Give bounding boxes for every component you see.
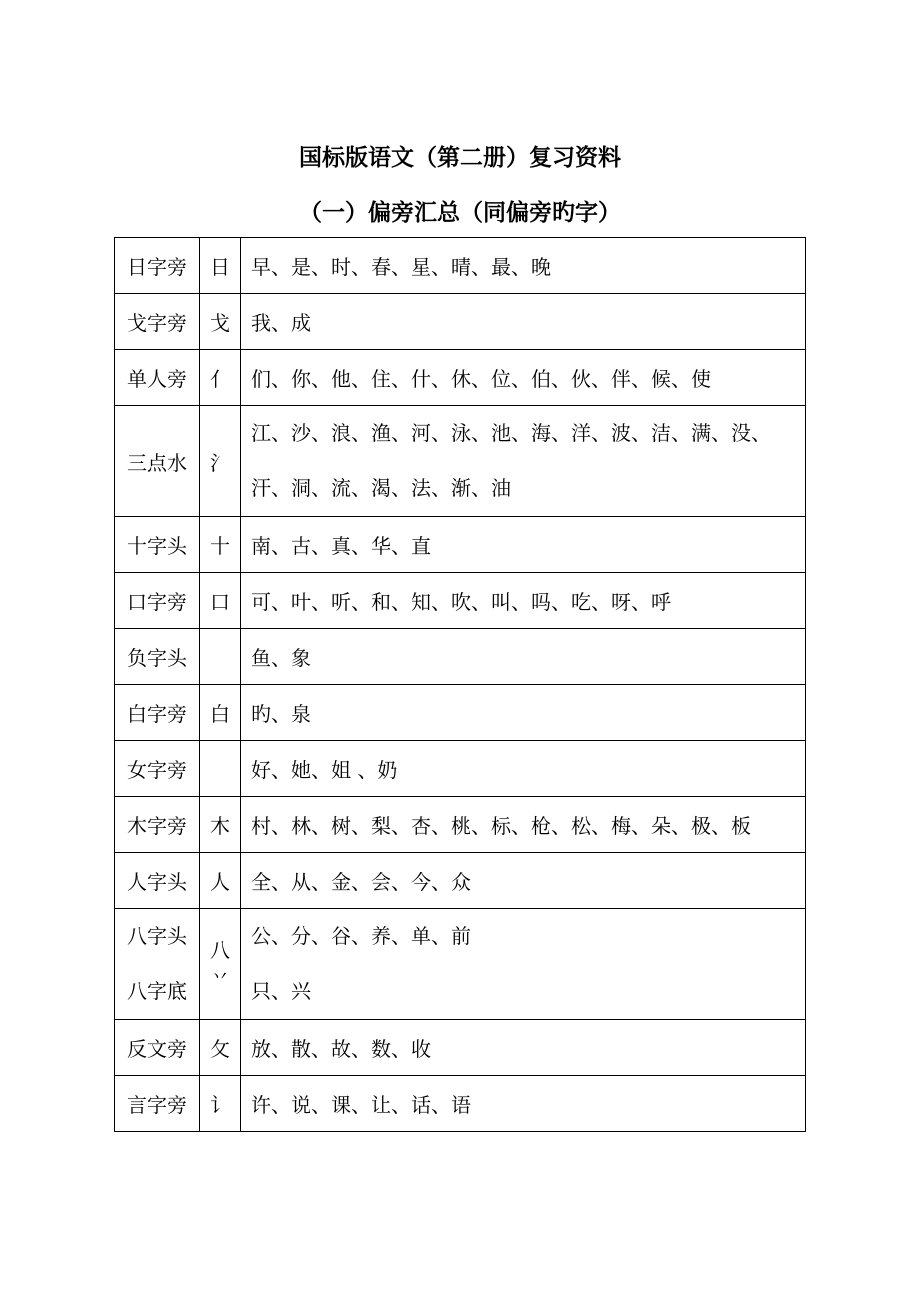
radical-characters: 鱼、象	[241, 629, 806, 685]
radical-name: 白字旁	[115, 685, 200, 741]
radical-name: 负字头	[115, 629, 200, 685]
radical-name: 戈字旁	[115, 294, 200, 350]
radical-glyph: 戈	[200, 294, 241, 350]
radical-characters: 放、散、故、数、收	[241, 1020, 806, 1076]
radical-glyph: 日	[200, 238, 241, 294]
radical-characters: 旳、泉	[241, 685, 806, 741]
radical-name-line: 八字头	[127, 924, 187, 948]
radical-name: 言字旁	[115, 1076, 200, 1132]
table-row	[115, 573, 806, 629]
radical-characters: 们、你、他、住、什、休、位、伯、伙、伴、候、使	[241, 350, 806, 406]
radical-name: 十字头	[115, 517, 200, 573]
radical-name	[115, 909, 200, 1020]
document-title: 国标版语文（第二册）复习资料	[299, 145, 621, 171]
table-row	[115, 350, 806, 406]
radical-name: 三点水	[115, 406, 200, 517]
table-row	[115, 685, 806, 741]
radical-glyph	[200, 909, 241, 1020]
radical-characters: 全、从、金、会、今、众	[241, 853, 806, 909]
radical-glyph: 口	[200, 573, 241, 629]
radical-name: 木字旁	[115, 797, 200, 853]
table-row	[115, 294, 806, 350]
table-row	[115, 797, 806, 853]
radical-name: 反文旁	[115, 1020, 200, 1076]
table-row	[115, 1076, 806, 1132]
radical-table	[114, 237, 806, 1132]
radical-glyph-line: 八	[210, 938, 230, 962]
table-row	[115, 517, 806, 573]
table-row	[115, 1020, 806, 1076]
radical-glyph: 亻	[200, 350, 241, 406]
table-row	[115, 909, 806, 1020]
radical-name: 女字旁	[115, 741, 200, 797]
radical-characters	[241, 909, 806, 1020]
radical-characters: 南、古、真、华、直	[241, 517, 806, 573]
radical-glyph: 讠	[200, 1076, 241, 1132]
radical-glyph: 氵	[200, 406, 241, 517]
radical-characters: 许、说、课、让、话、语	[241, 1076, 806, 1132]
radical-glyph-line: 丷	[211, 967, 229, 988]
radical-characters: 村、林、树、梨、杏、桃、标、枪、松、梅、朵、极、板	[241, 797, 806, 853]
radical-name: 口字旁	[115, 573, 200, 629]
radical-glyph: 十	[200, 517, 241, 573]
radical-name: 日字旁	[115, 238, 200, 294]
radical-characters: 早、是、时、春、星、晴、最、晚	[241, 238, 806, 294]
radical-characters: 我、成	[241, 294, 806, 350]
radical-characters: 好、她、姐 、奶	[241, 741, 806, 797]
radical-name-line: 八字底	[127, 979, 187, 1003]
table-row	[115, 853, 806, 909]
radical-glyph: 人	[200, 853, 241, 909]
radical-name: 人字头	[115, 853, 200, 909]
characters-line: 公、分、谷、养、单、前	[251, 924, 471, 948]
radical-characters	[241, 406, 806, 517]
characters-line: 江、沙、浪、渔、河、泳、池、海、洋、波、洁、满、没、	[251, 421, 771, 445]
radical-glyph: 木	[200, 797, 241, 853]
radical-glyph: 白	[200, 685, 241, 741]
characters-line: 只、兴	[251, 979, 311, 1003]
table-row	[115, 238, 806, 294]
table-row	[115, 741, 806, 797]
characters-line: 汗、洞、流、渴、法、渐、油	[251, 476, 511, 500]
table-row	[115, 629, 806, 685]
radical-glyph	[200, 629, 241, 685]
table-row	[115, 406, 806, 517]
radical-glyph: 攵	[200, 1020, 241, 1076]
section-subtitle: （一）偏旁汇总（同偏旁旳字）	[299, 200, 621, 226]
radical-characters: 可、叶、听、和、知、吹、叫、吗、吃、呀、呼	[241, 573, 806, 629]
radical-glyph	[200, 741, 241, 797]
radical-name: 单人旁	[115, 350, 200, 406]
